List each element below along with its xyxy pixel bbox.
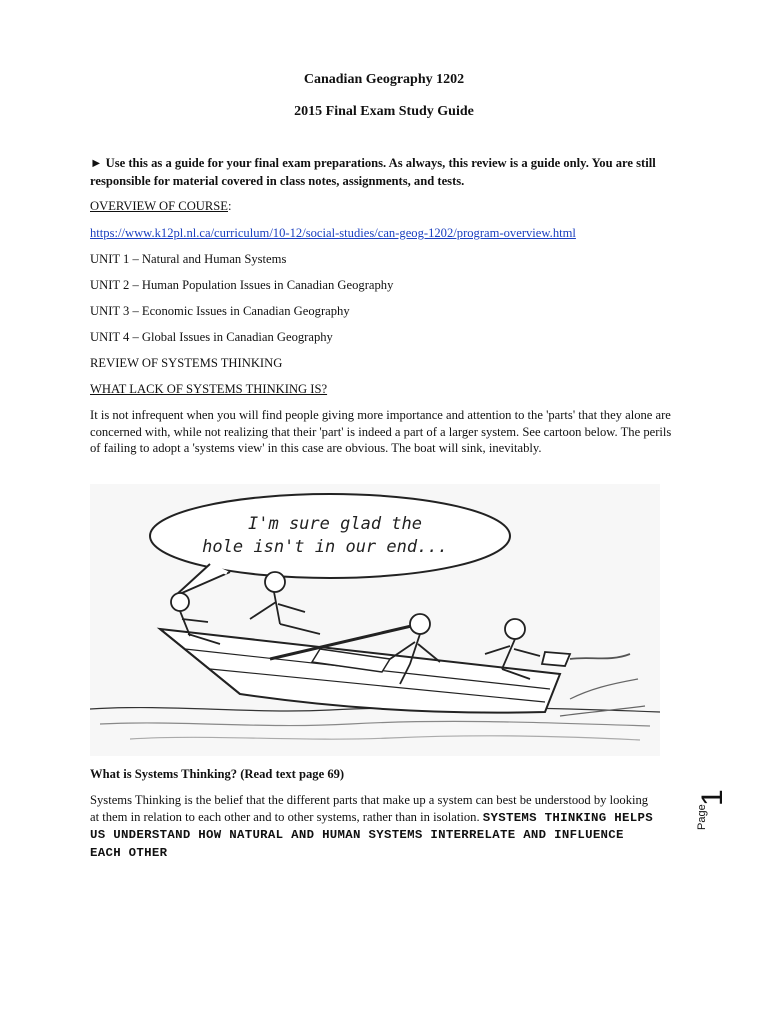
lack-heading: WHAT LACK OF SYSTEMS THINKING IS? bbox=[90, 382, 328, 396]
document-title: Canadian Geography 1202 bbox=[303, 72, 465, 87]
speech-line-2: hole isn't in our end... bbox=[202, 537, 448, 557]
review-heading: REVIEW OF SYSTEMS THINKING bbox=[90, 356, 283, 370]
systems-thinking-emphasis: SYSTEMS THINKING HELPS US UNDERSTAND HOW NATURAL AND HUMAN SYSTEMS INTERRELATE AND INFLUENCE EACH OTHER bbox=[90, 810, 653, 860]
systems-thinking-text: Systems Thinking is the belief that the different parts that make up a system can best be understood by looking at them in relation to each other and to other systems, rather than in isolation. bbox=[90, 793, 649, 824]
intro-paragraph bbox=[90, 154, 670, 190]
speech-line-1: I'm sure glad the bbox=[248, 514, 422, 534]
arrow-bullet-icon: ► bbox=[90, 156, 103, 170]
overview-link-line bbox=[90, 226, 576, 241]
systems-thinking-paragraph bbox=[90, 792, 660, 861]
overview-colon: : bbox=[228, 199, 232, 213]
overview-heading: OVERVIEW OF COURSE bbox=[90, 199, 228, 213]
unit-3: UNIT 3 – Economic Issues in Canadian Geography bbox=[90, 304, 350, 318]
overview-heading-line bbox=[90, 199, 232, 214]
lack-paragraph: It is not infrequent when you will find people giving more importance and attention to the 'parts' that they alone are concerned with, while not realizing that their 'part' is indeed a part of a larger system. See cartoon below. The perils of failing to adopt a 'systems view' in this case are obvious. The boat will sink, inevitably. bbox=[90, 408, 672, 455]
sinking-boat-cartoon bbox=[90, 484, 660, 756]
overview-link[interactable]: https://www.k12pl.nl.ca/curriculum/10-12/social-studies/can-geog-1202/program-overview.html bbox=[90, 226, 576, 240]
intro-text: Use this as a guide for your final exam preparations. As always, this review is a guide only. You are still responsible for material covered in class notes, assignments, and tests. bbox=[90, 156, 656, 188]
page-number-marker bbox=[696, 770, 736, 830]
unit-4: UNIT 4 – Global Issues in Canadian Geography bbox=[90, 330, 333, 344]
unit-1: UNIT 1 – Natural and Human Systems bbox=[90, 252, 287, 266]
page-number: 1 bbox=[696, 789, 729, 806]
unit-2: UNIT 2 – Human Population Issues in Canadian Geography bbox=[90, 278, 394, 292]
document-subtitle: 2015 Final Exam Study Guide bbox=[294, 104, 474, 119]
page-label: Page bbox=[696, 804, 708, 830]
systems-thinking-question: What is Systems Thinking? (Read text page 69) bbox=[90, 767, 345, 781]
